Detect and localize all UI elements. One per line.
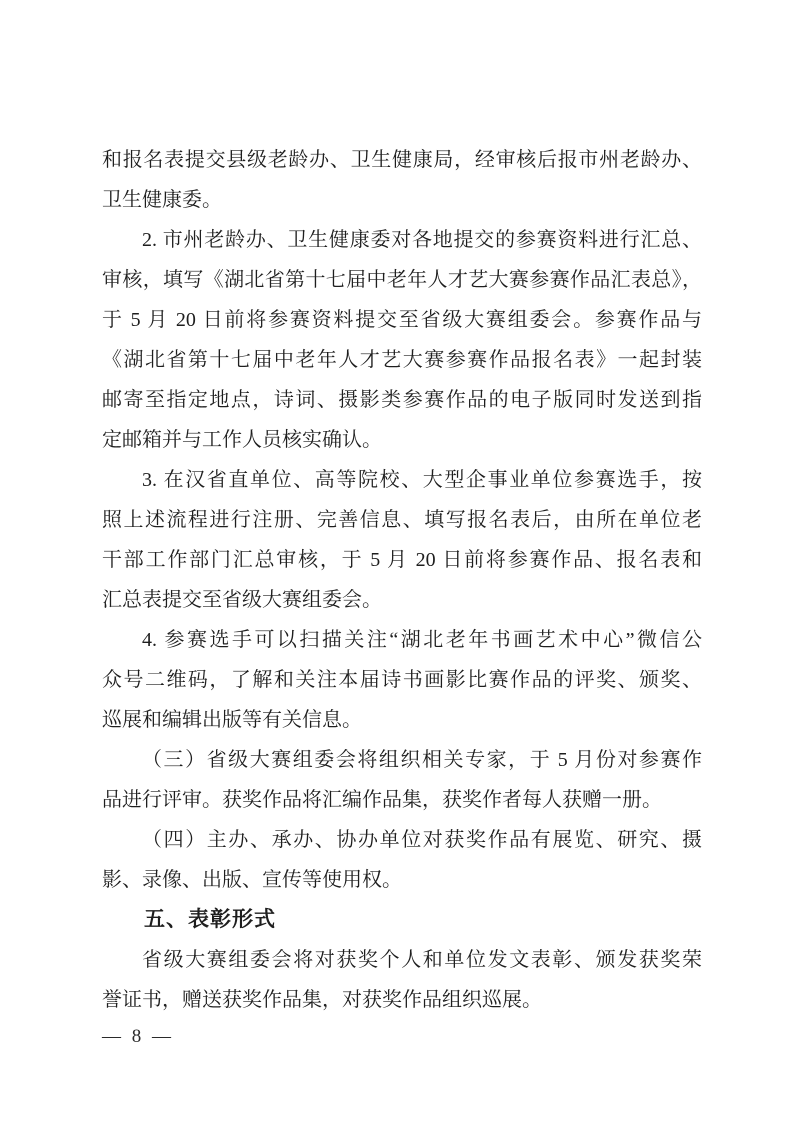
page-number: — 8 — (102, 1026, 174, 1047)
document-line: 审核，填写《湖北省第十七届中老年人才艺大赛参赛作品汇表总》， (102, 269, 702, 291)
document-body (102, 140, 702, 1020)
document-line: 省级大赛组委会将对获奖个人和单位发文表彰、颁发获奖荣 (142, 949, 702, 971)
document-line: 2. 市州老龄办、卫生健康委对各地提交的参赛资料进行汇总、 (142, 229, 702, 251)
document-line: （四）主办、承办、协办单位对获奖作品有展览、研究、摄 (142, 829, 702, 851)
document-line: 誉证书，赠送获奖作品集，对获奖作品组织巡展。 (102, 989, 542, 1011)
document-line: 邮寄至指定地点，诗词、摄影类参赛作品的电子版同时发送到指 (102, 389, 702, 411)
document-line: 《湖北省第十七届中老年人才艺大赛参赛作品报名表》一起封装 (102, 349, 702, 371)
document-line: 干部工作部门汇总审核，于 5 月 20 日前将参赛作品、报名表和 (102, 549, 702, 571)
document-line: 3. 在汉省直单位、高等院校、大型企事业单位参赛选手，按 (142, 469, 702, 491)
document-line: 定邮箱并与工作人员核实确认。 (102, 429, 382, 451)
section-heading: 五、表彰形式 (144, 908, 276, 931)
document-line: 和报名表提交县级老龄办、卫生健康局，经审核后报市州老龄办、 (102, 149, 702, 171)
document-line: 巡展和编辑出版等有关信息。 (102, 709, 362, 731)
document-line: 于 5 月 20 日前将参赛资料提交至省级大赛组委会。参赛作品与 (102, 309, 702, 331)
document-line: 品进行评审。获奖作品将汇编作品集，获奖作者每人获赠一册。 (102, 789, 662, 811)
document-line: 4. 参赛选手可以扫描关注“湖北老年书画艺术中心”微信公 (142, 629, 702, 651)
document-line: 卫生健康委。 (102, 189, 222, 211)
document-line: 照上述流程进行注册、完善信息、填写报名表后，由所在单位老 (102, 509, 702, 531)
document-line: 汇总表提交至省级大赛组委会。 (102, 589, 382, 611)
document-line: 众号二维码，了解和关注本届诗书画影比赛作品的评奖、颁奖、 (102, 669, 702, 691)
document-line: 影、录像、出版、宣传等使用权。 (102, 869, 402, 891)
document-line: （三）省级大赛组委会将组织相关专家，于 5 月份对参赛作 (142, 749, 702, 771)
